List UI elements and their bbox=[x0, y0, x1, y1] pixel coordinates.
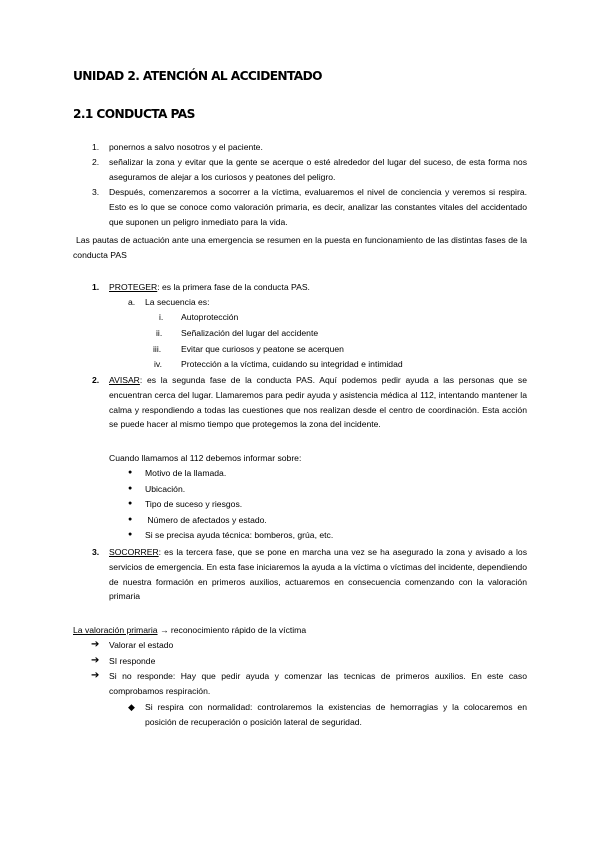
diamond-bullet-icon: ◆ bbox=[128, 702, 135, 712]
step-item: Autoprotección bbox=[181, 312, 239, 322]
right-arrow-icon: → bbox=[159, 625, 169, 635]
phase-term: SOCORRER bbox=[109, 547, 159, 557]
pautas-paragraph: Las pautas de actuación ante una emergencia se resumen en la puesta en funcionamiento de las distintas fases de la conducta PAS bbox=[73, 235, 527, 260]
bullet-icon: ● bbox=[128, 485, 133, 492]
arrow-bullet-icon: ➔ bbox=[91, 670, 100, 681]
phase-marker: 2. bbox=[92, 375, 100, 385]
step-item: Señalización del lugar del accidente bbox=[181, 328, 319, 338]
valoracion-item: Si no responde: Hay que pedir ayuda y comenzar las tecnicas de primeros auxilios. En este caso comprobamos respiración. bbox=[109, 671, 527, 696]
valoracion-text: reconocimiento rápido de la víctima bbox=[168, 625, 307, 635]
step-item: Protección a la víctima, cuidando su integridad e intimidad bbox=[181, 359, 403, 369]
valoracion-subitem: Si respira con normalidad: controlaremos la existencias de hemorragias y la colocaremos en posición de recuperación o posición lateral de seguridad. bbox=[145, 702, 527, 727]
sub-marker: a. bbox=[128, 297, 136, 307]
section-title: 2.1 CONDUCTA PAS bbox=[73, 107, 195, 121]
list-item: Después, comenzaremos a socorrer a la víctima, evaluaremos el nivel de conciencia y veremos si respira. Esto es lo que se conoce como valoración primaria, es decir, analizar las constantes vitales del accidentado que suponen un peligro inmediato para la vida. bbox=[109, 187, 527, 227]
phase-marker: 1. bbox=[92, 282, 100, 292]
call-item: Motivo de la llamada. bbox=[145, 468, 227, 478]
call-item: Ubicación. bbox=[145, 484, 186, 494]
sequence-label: La secuencia es: bbox=[145, 297, 210, 307]
step-marker: iii. bbox=[153, 344, 162, 354]
call-item: Si se precisa ayuda técnica: bomberos, grúa, etc. bbox=[145, 530, 334, 540]
valoracion-heading bbox=[73, 623, 306, 638]
phase-text: : es la segunda fase de la conducta PAS. Aquí podemos pedir ayuda a las personas que se encuentran cerca del lugar. Llamaremos para pedir ayuda y asistencia médica al 112, intentando mantener la calma y respondiendo a todas las cuestiones que nos realizan desde el centro de coordinación. Esta acción se puede hacer al mismo tiempo que protegemos la zona del incidente. bbox=[109, 375, 527, 430]
phase-term: AVISAR bbox=[109, 375, 140, 385]
bullet-icon: ● bbox=[128, 531, 133, 538]
step-marker: iv. bbox=[154, 359, 162, 369]
arrow-bullet-icon: ➔ bbox=[91, 655, 100, 666]
phase-text: : es la primera fase de la conducta PAS. bbox=[157, 282, 310, 292]
phase-socorrer-paragraph bbox=[109, 545, 527, 604]
call-intro: Cuando llamamos al 112 debemos informar sobre: bbox=[109, 453, 302, 463]
arrow-bullet-icon: ➔ bbox=[91, 639, 100, 650]
valoracion-term: La valoración primaria bbox=[73, 625, 158, 635]
phase-term: PROTEGER bbox=[109, 282, 158, 292]
phase-marker: 3. bbox=[92, 547, 100, 557]
call-item: Número de afectados y estado. bbox=[145, 515, 267, 525]
step-marker: i. bbox=[159, 312, 164, 322]
valoracion-item: SI responde bbox=[109, 656, 156, 666]
bullet-icon: ● bbox=[128, 516, 133, 523]
phase-avisar-paragraph bbox=[109, 373, 527, 432]
step-marker: ii. bbox=[156, 328, 163, 338]
list-item: señalizar la zona y evitar que la gente se acerque o esté alrededor del lugar del suceso, de esta forma nos aseguramos de alejar a los curiosos y peatones del peligro. bbox=[109, 157, 527, 182]
valoracion-item: Valorar el estado bbox=[109, 640, 174, 650]
list-marker: 1. bbox=[92, 142, 100, 152]
bullet-icon: ● bbox=[128, 469, 133, 476]
step-item: Evitar que curiosos y peatone se acerquen bbox=[181, 344, 344, 354]
list-item: ponernos a salvo nosotros y el paciente. bbox=[109, 142, 263, 152]
bullet-icon: ● bbox=[128, 500, 133, 507]
phase-proteger-line bbox=[109, 280, 527, 295]
call-item: Tipo de suceso y riesgos. bbox=[145, 499, 243, 509]
phase-text: : es la tercera fase, que se pone en marcha una vez se ha asegurado la zona y avisado a los servicios de emergencia. En esta fase iniciaremos la ayuda a la víctima o víctimas del incidente, dependiendo de nuestra formación en primeros auxilios, actuaremos en consecuencia comenzando con la valoración primaria bbox=[109, 547, 527, 602]
unit-title: UNIDAD 2. ATENCIÓN AL ACCIDENTADO bbox=[73, 69, 322, 83]
list-marker: 3. bbox=[92, 187, 100, 197]
list-marker: 2. bbox=[92, 157, 100, 167]
